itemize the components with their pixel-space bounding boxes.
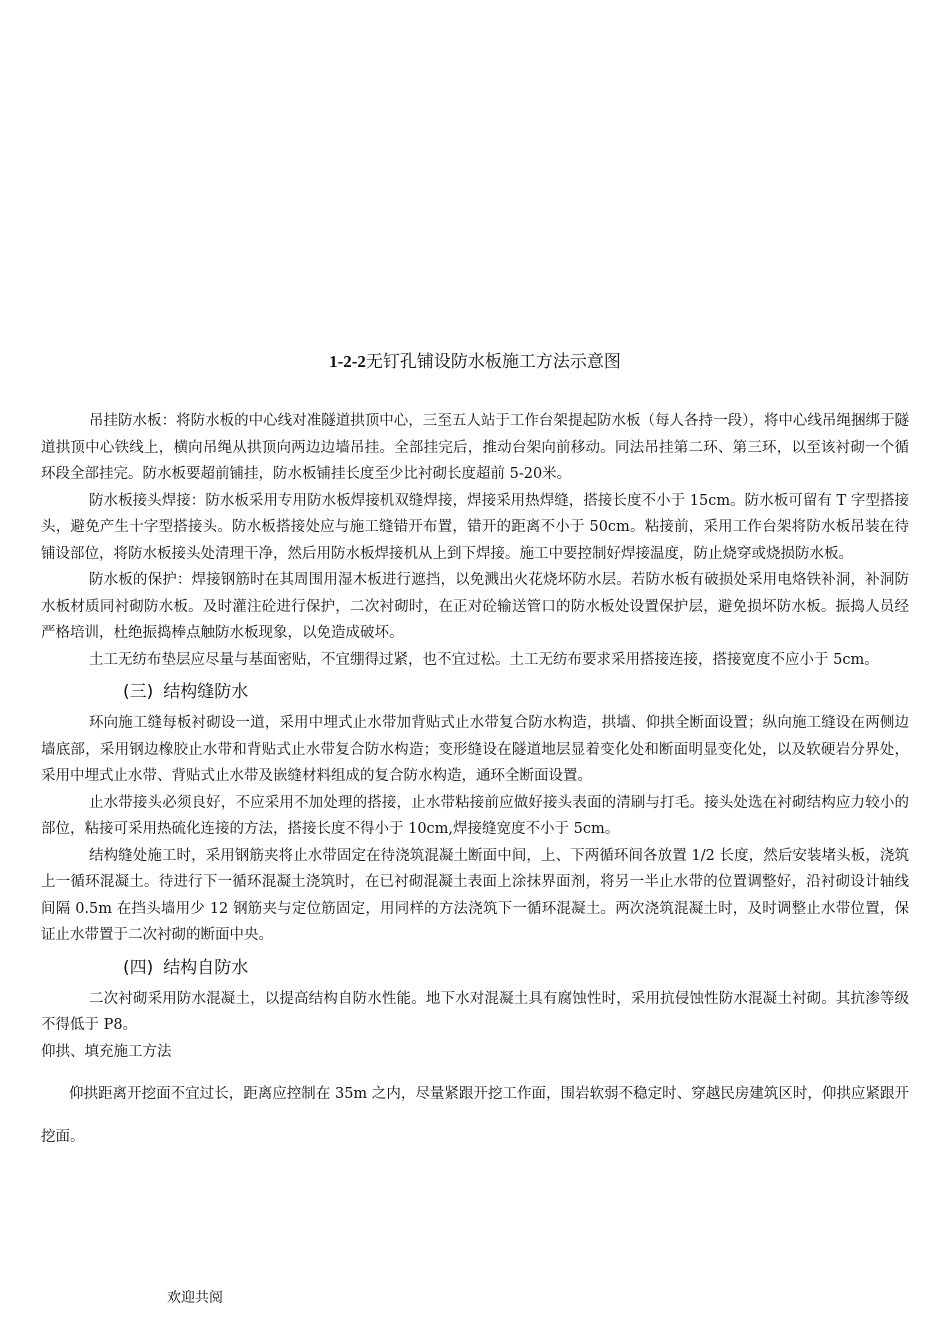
section-number: (三) [123, 682, 154, 702]
figure-caption [0, 351, 950, 373]
paragraph-secondary-lining: 二次衬砌采用防水混凝土，以提高结构自防水性能。地下水对混凝土具有腐蚀性时，采用抗侵蚀性防水混凝土衬砌。其抗渗等级不得低于 P8。 [41, 990, 909, 1033]
section-title: 结构自防水 [163, 957, 249, 978]
document-body [41, 408, 909, 1159]
paragraph-board-protection: 防水板的保护：焊接钢筋时在其周围用湿木板进行遮挡，以免溅出火花烧坏防水层。若防水板有破损处采用电烙铁补洞，补洞防水板材质同衬砌防水板。及时灌注砼进行保护，二次衬砌时，在正对砼输送管口的防水板处设置保护层，避免损坏防水板。振捣人员经严格培训，杜绝振捣棒点触防水板现象，以免造成破坏。 [41, 572, 909, 641]
paragraph-joint-welding: 防水板接头焊接：防水板采用专用防水板焊接机双缝焊接，焊接采用热焊缝，搭接长度不小于 15cm。防水板可留有 T 字型搭接头，避免产生十字型搭接头。防水板搭接处应与施工缝错开布置，错开的距离不小于 50cm。粘接前，采用工作台架将防水板吊装在待铺设部位，将防水板接头处清理干净，然后用防水板焊接机从上到下焊接。施工中要控制好焊接温度，防止烧穿或烧损防水板。 [41, 492, 909, 562]
section-number: (四) [123, 957, 154, 978]
paragraph-hanging-board: 吊挂防水板：将防水板的中心线对准隧道拱顶中心，三至五人站于工作台架提起防水板（每人各持一段），将中心线吊绳捆绑于隧道拱顶中心铁线上，横向吊绳从拱顶向两边边墙吊挂。全部挂完后，推动台架向前移动。同法吊挂第二环、第三环，以至该衬砌一个循环段全部挂完。防水板要超前铺挂，防水板铺挂长度至少比衬砌长度超前 5-20米。 [41, 413, 909, 482]
figure-title: 无钉孔铺设防水板施工方法示意图 [365, 352, 621, 372]
section-heading-self-waterproofing [41, 954, 909, 982]
paragraph-waterstop-joints: 止水带接头必须良好，不应采用不加处理的搭接，止水带粘接前应做好接头表面的清刷与打毛。接头处选在衬砌结构应力较小的部位，粘接可采用热硫化连接的方法，搭接长度不得小于 10cm,焊接缝宽度不小于 5cm。 [41, 794, 909, 837]
section-heading-joint-waterproofing [41, 678, 909, 706]
paragraph-invert-distance: 仰拱距离开挖面不宜过长，距离应控制在 35m 之内，尽量紧跟开挖工作面，围岩软弱不稳定时、穿越民房建筑区时，仰拱应紧跟开挖面。 [41, 1086, 909, 1145]
paragraph-joint-construction: 结构缝处施工时，采用钢筋夹将止水带固定在待浇筑混凝土断面中间，上、下两循环间各放置 1/2 长度，然后安装堵头板，浇筑上一循环混凝土。待进行下一循环混凝土浇筑时，在已衬砌混凝土表面上涂抹界面剂，将另一半止水带的位置调整好，沿衬砌设计轴线间隔 0.5m 在挡头墙用少 12 钢筋夹与定位筋固定，用同样的方法浇筑下一循环混凝土。两次浇筑混凝土时，及时调整止水带位置，保证止水带置于二次衬砌的断面中央。 [41, 847, 909, 943]
footer-note: 欢迎共阅 [167, 1290, 223, 1306]
paragraph-geotextile: 土工无纺布垫层应尽量与基面密贴，不宜绷得过紧，也不宜过松。土工无纺布要求采用搭接连接，搭接宽度不应小于 5cm。 [89, 651, 879, 668]
section-title: 结构缝防水 [163, 682, 249, 702]
subheading-invert-filling: 仰拱、填充施工方法 [41, 1043, 172, 1060]
paragraph-construction-joints: 环向施工缝每板衬砌设一道，采用中埋式止水带加背贴式止水带复合防水构造，拱墙、仰拱全断面设置；纵向施工缝设在两侧边墙底部，采用钢边橡胶止水带和背贴式止水带复合防水构造；变形缝设在隧道地层显着变化处和断面明显变化处，以及软硬岩分界处，采用中埋式止水带、背贴式止水带及嵌缝材料组成的复合防水构造，通环全断面设置。 [41, 715, 909, 784]
figure-number: 1-2-2 [329, 352, 366, 371]
